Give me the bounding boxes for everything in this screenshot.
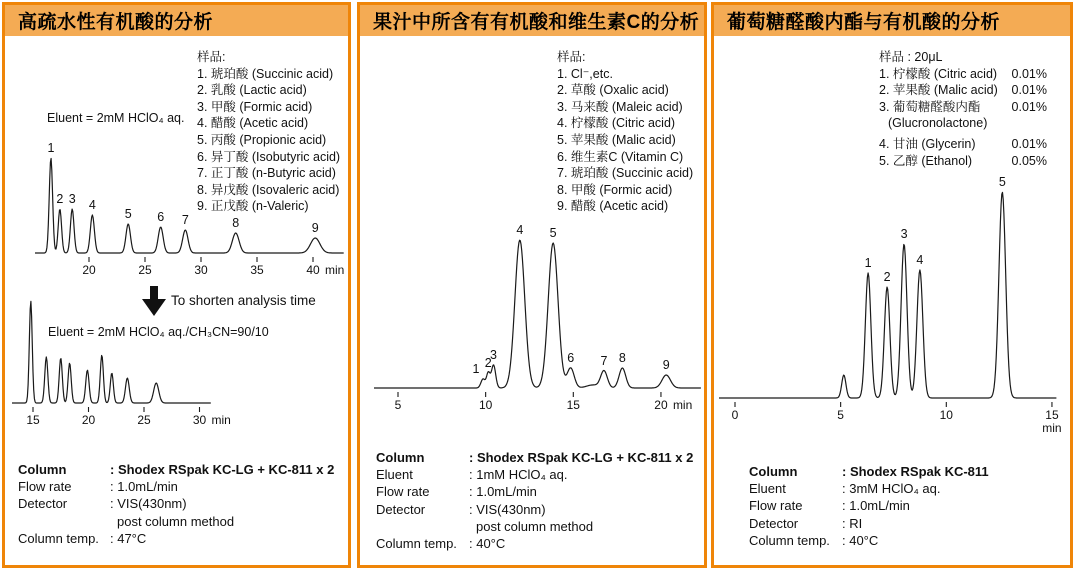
condition-row: Column : Shodex RSpak KC-LG + KC-811 x 2: [18, 462, 335, 477]
svg-text:4: 4: [88, 198, 96, 212]
condition-row: Flow rate : 1.0mL/min: [376, 484, 537, 500]
panel2-conditions: [376, 449, 693, 552]
sample-item: 7. 正丁酸 (n-Butyric acid): [197, 166, 336, 181]
svg-text:4: 4: [916, 253, 924, 267]
chromatogram-panel3: [714, 160, 1070, 438]
svg-text:min: min: [211, 413, 231, 427]
sample-concentration: 0.01%: [1011, 66, 1047, 81]
svg-text:9: 9: [662, 358, 670, 372]
svg-text:8: 8: [232, 216, 240, 230]
sample-item: (Glucronolactone): [888, 116, 988, 131]
condition-row: Column temp. : 47°C: [18, 530, 147, 546]
sample-item: 1. 柠檬酸 (Citric acid) 0.01%: [879, 66, 1047, 81]
svg-text:5: 5: [998, 175, 1006, 189]
sample-item: 1. Cl⁻,etc.: [557, 66, 613, 81]
eluent-annotation-2: Eluent = 2mM HClO₄ aq./CH₃CN=90/10: [48, 325, 269, 339]
svg-text:5: 5: [124, 207, 132, 221]
svg-text:10: 10: [939, 408, 953, 422]
svg-text:1: 1: [864, 256, 872, 270]
sample-item: 6. 异丁酸 (Isobutyric acid): [197, 149, 341, 164]
sample-item: 2. 乳酸 (Lactic acid): [197, 83, 307, 98]
svg-text:15: 15: [1045, 408, 1059, 422]
sample-item: 2. 苹果酸 (Malic acid) 0.01%: [879, 83, 1047, 98]
svg-text:3: 3: [490, 348, 498, 362]
sample-item: 4. 柠檬酸 (Citric acid): [557, 116, 676, 131]
panel3-title: 葡萄糖醛酸内酯与有机酸的分析: [727, 12, 1001, 33]
condition-row: post column method: [117, 513, 235, 529]
svg-text:5: 5: [837, 408, 844, 422]
svg-text:6: 6: [567, 351, 575, 365]
svg-text:20: 20: [82, 263, 96, 277]
condition-row: Detector : RI: [749, 515, 863, 531]
svg-text:10: 10: [478, 398, 493, 412]
sample-list-heading: 样品 : 20μL: [879, 50, 943, 64]
svg-text:30: 30: [192, 413, 207, 427]
panel1-title: 高疏水性有机酸的分析: [18, 12, 214, 33]
sample-item: 2. 草酸 (Oxalic acid): [557, 83, 669, 98]
condition-row: Flow rate : 1.0mL/min: [749, 498, 910, 514]
condition-row: post column method: [476, 518, 594, 534]
sample-item: 3. 葡萄糖醛酸内酯 0.01%: [879, 99, 1047, 114]
panel-fruit-juice-acids-vitaminC: [357, 2, 707, 568]
svg-text:4: 4: [516, 223, 524, 237]
sample-list-heading: 样品:: [197, 50, 226, 64]
svg-text:7: 7: [600, 354, 608, 368]
sample-item: 8. 异戊酸 (Isovaleric acid): [197, 182, 340, 197]
sample-concentration: 0.01%: [1011, 136, 1047, 151]
svg-text:2: 2: [883, 270, 891, 284]
sample-item: 5. 乙醇 (Ethanol) 0.05%: [879, 153, 1047, 168]
sample-item: 1. 琥珀酸 (Succinic acid): [197, 66, 334, 81]
svg-text:9: 9: [311, 221, 319, 235]
condition-row: Flow rate : 1.0mL/min: [18, 479, 178, 495]
svg-text:3: 3: [68, 192, 76, 206]
condition-row: Eluent : 3mM HClO₄ aq.: [749, 481, 941, 497]
svg-text:min: min: [325, 263, 345, 277]
eluent-annotation-1: Eluent = 2mM HClO₄ aq.: [47, 111, 185, 125]
panel3-conditions: [749, 463, 989, 549]
panel2-sample-list: [557, 49, 693, 215]
svg-text:5: 5: [549, 226, 557, 240]
condition-row: Detector : VIS(430nm): [376, 501, 546, 517]
chromatogram-panel1-original: [5, 136, 349, 288]
panel-hydrophobic-organic-acids: [2, 2, 351, 568]
sample-item: 9. 正戊酸 (n-Valeric): [197, 199, 309, 214]
condition-row: Column : Shodex RSpak KC-LG + KC-811 x 2: [376, 450, 694, 465]
svg-text:40: 40: [306, 263, 320, 277]
sample-item: 4. 甘油 (Glycerin) 0.01%: [879, 136, 1047, 151]
svg-text:8: 8: [618, 351, 626, 365]
svg-text:25: 25: [138, 263, 152, 277]
svg-text:5: 5: [394, 398, 402, 412]
svg-text:7: 7: [181, 213, 189, 227]
svg-text:min: min: [1042, 421, 1062, 435]
svg-text:20: 20: [654, 398, 668, 412]
svg-text:30: 30: [194, 263, 208, 277]
panel2-header: [360, 5, 704, 36]
shorten-analysis-note: To shorten analysis time: [171, 293, 316, 308]
svg-text:1: 1: [472, 362, 480, 376]
condition-row: Detector : VIS(430nm): [18, 496, 187, 512]
svg-text:15: 15: [26, 413, 40, 427]
svg-text:2: 2: [56, 192, 64, 206]
svg-text:1: 1: [47, 141, 55, 155]
svg-text:15: 15: [566, 398, 580, 412]
sample-item: 6. 维生素C (Vitamin C): [557, 149, 684, 164]
panel1-conditions: [18, 461, 334, 547]
sample-item: 5. 丙酸 (Propionic acid): [197, 132, 327, 147]
sample-item: 3. 马来酸 (Maleic acid): [557, 99, 683, 114]
sample-concentration: 0.05%: [1011, 153, 1047, 168]
sample-item: 3. 甲酸 (Formic acid): [197, 99, 313, 114]
chromatogram-panel1-shortened: [5, 292, 349, 428]
sample-item: 4. 醋酸 (Acetic acid): [197, 116, 309, 131]
panel1-header: [5, 5, 348, 36]
sample-item: 8. 甲酸 (Formic acid): [557, 182, 673, 197]
condition-row: Column temp. : 40°C: [376, 536, 506, 552]
sample-concentration: 0.01%: [1011, 99, 1047, 114]
panel3-sample-list: [879, 49, 1047, 169]
svg-text:2: 2: [484, 356, 492, 370]
svg-text:35: 35: [250, 263, 264, 277]
svg-text:20: 20: [81, 413, 96, 427]
condition-row: Column : Shodex RSpak KC-811: [749, 464, 989, 479]
sample-item: 7. 琥珀酸 (Succinic acid): [557, 166, 694, 181]
svg-text:0: 0: [731, 408, 739, 422]
svg-text:6: 6: [157, 210, 165, 224]
sample-item: 9. 醋酸 (Acetic acid): [557, 199, 669, 214]
svg-text:25: 25: [137, 413, 151, 427]
chromatogram-panel2: [360, 200, 706, 428]
sample-concentration: 0.01%: [1011, 83, 1047, 98]
svg-text:min: min: [672, 398, 693, 412]
panel-glucuronolactone-organic-acids: [711, 2, 1073, 568]
sample-item: 5. 苹果酸 (Malic acid): [557, 132, 676, 147]
sample-list-heading: 样品:: [557, 50, 586, 64]
condition-row: Column temp. : 40°C: [749, 532, 879, 548]
condition-row: Eluent : 1mM HClO₄ aq.: [376, 467, 568, 483]
panel2-title: 果汁中所含有有机酸和维生素C的分析: [373, 12, 700, 33]
panel3-header: [714, 5, 1070, 36]
svg-text:3: 3: [900, 227, 908, 241]
